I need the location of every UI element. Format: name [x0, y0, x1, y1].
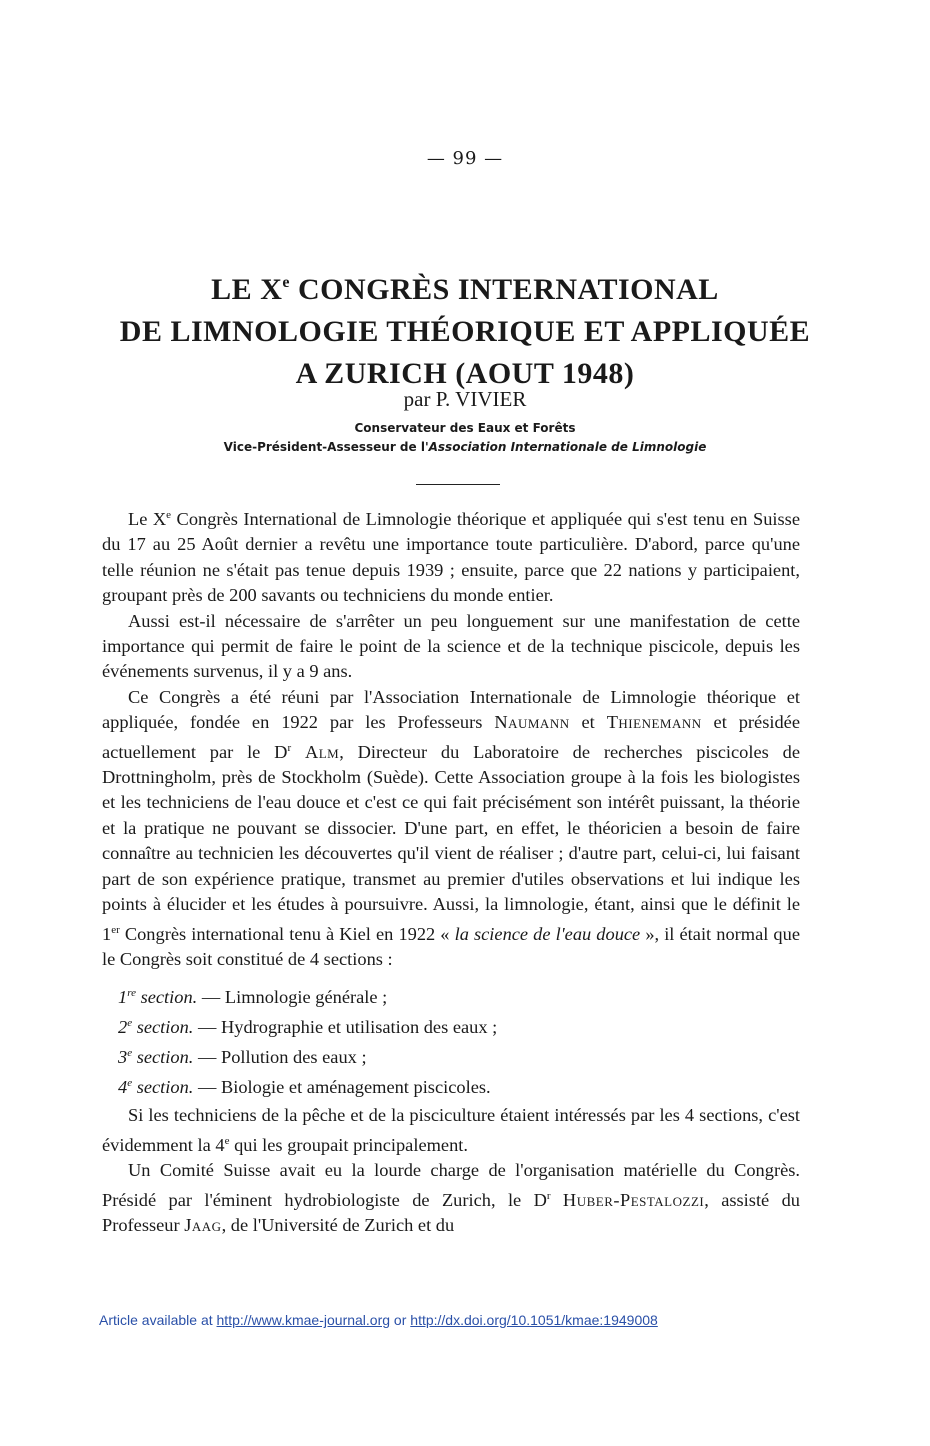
author-name-jaag: Jaag: [184, 1214, 222, 1235]
paragraph-3: Ce Congrès a été réuni par l'Association Internationale de Limnologie théorique et appliquée, fondée en 1922 par les Professeurs Naumann et Thienemann et présidée actuellement par le $D^r$ Alm, Directeur du Laboratoire de recherches piscicoles de Drottningholm, près de Stockholm (Suède). Cette Association groupe à la fois les biologistes et les techniciens de l'eau douce et c'est ce qui fait précisément son intérêt puissant, la théorie et la pratique ne pouvant se dissocier. D'une part, en effet, le théoricien a besoin de faire connaître au technicien les découvertes qu'il vient de réaliser ; d'autre part, celui-ci, lui faisant part de son expérience pratique, transmet au premier d'utiles observations et lui indique les points à élucider et les études à poursuivre. Aussi, la limnologie, étant, ainsi que le définit le 1er Congrès international tenu à Kiel en 1922 « la science de l'eau douce », il était normal que le Congrès soit constitué de 4 sections :: [102, 686, 800, 969]
title-divider: [416, 484, 500, 485]
author-affiliation: [0, 419, 930, 457]
author-name-naumann: Naumann: [494, 712, 570, 733]
doi-link[interactable]: http://dx.doi.org/10.1051/kmae:1949008: [410, 1312, 658, 1328]
page-number: — 99 —: [426, 148, 504, 169]
list-item: 3e section. — Pollution des eaux ;: [118, 1047, 367, 1068]
author-name-huber-pestalozzi: Huber-Pestalozzi: [562, 1189, 705, 1210]
title-line-2: DE LIMNOLOGIE THÉORIQUE ET APPLIQUÉE: [119, 315, 811, 348]
journal-link[interactable]: http://www.kmae-journal.org: [216, 1312, 391, 1328]
article-body: [102, 503, 800, 1238]
title-line-3: A ZURICH (AOUT 1948): [295, 357, 635, 390]
paragraph-1: Le Xe Congrès International de Limnologie théorique et appliquée qui s'est tenu en Suisse du 17 au 25 Août dernier a revêtu une importance toute particulière. D'abord, parce qu'une telle réunion ne s'était pas tenue depuis 1939 ; ensuite, parce que 22 nations y participaient, groupant près de 200 savants ou techniciens du monde entier.: [102, 509, 800, 606]
list-item: 4e section. — Biologie et aménagement piscicoles.: [118, 1077, 491, 1098]
article-availability-footer: Article available at http://www.kmae-journal.org or http://dx.doi.org/10.1051/kmae:1949008: [99, 1312, 658, 1328]
author-name-alm: Alm: [304, 741, 340, 762]
affiliation-line-1: Conservateur des Eaux et Forêts: [354, 421, 576, 435]
author-byline: par P. VIVIER: [403, 387, 527, 411]
title-line-1: LE Xe CONGRÈS INTERNATIONAL: [211, 273, 719, 306]
article-title: [0, 262, 930, 395]
paragraph-2: Aussi est-il nécessaire de s'arrêter un peu longuement sur une manifestation de cette importance qui permit de faire le point de la science et de la technique piscicole, depuis les événements survenus, il y a 9 ans.: [102, 610, 800, 682]
paragraph-4: Si les techniciens de la pêche et de la pisciculture étaient intéressés par les 4 sections, c'est évidemment la 4e qui les groupait principalement.: [102, 1105, 800, 1155]
author-name-thienemann: Thienemann: [606, 712, 702, 733]
affiliation-line-2: Vice-Président-Assesseur de l'Association Internationale de Limnologie: [223, 440, 707, 454]
list-item: 2e section. — Hydrographie et utilisation des eaux ;: [118, 1017, 498, 1038]
list-item: 1re section. — Limnologie générale ;: [118, 987, 388, 1008]
paragraph-5: Un Comité Suisse avait eu la lourde charge de l'organisation matérielle du Congrès. Présidé par l'éminent hydrobiologiste de Zurich, le $D^r$ Huber-Pestalozzi, assisté du Professeur Jaag, de l'Université de Zurich et du: [102, 1160, 800, 1235]
section-list: [102, 978, 800, 1098]
